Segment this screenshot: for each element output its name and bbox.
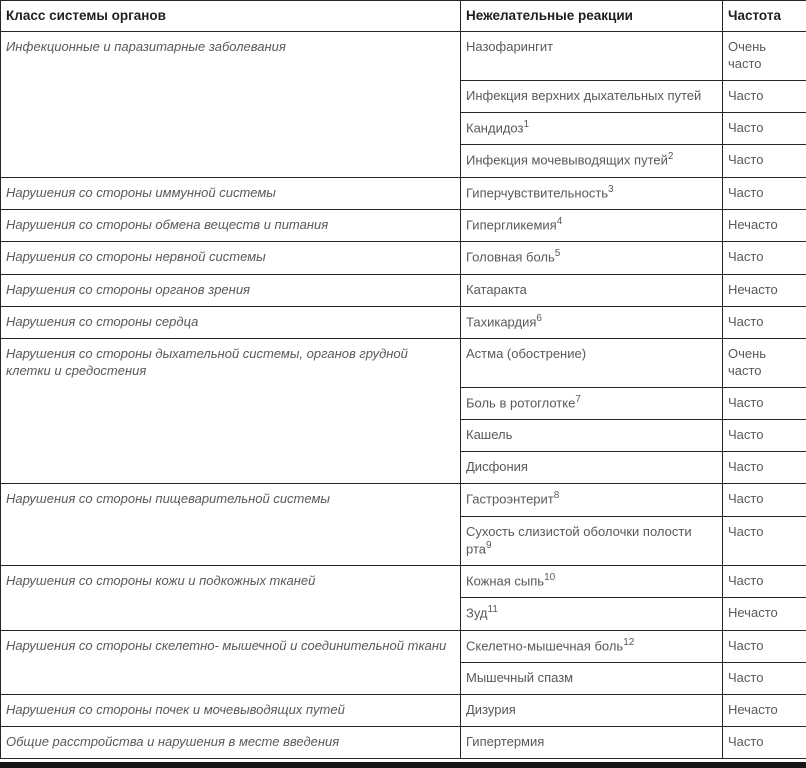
system-organ-class-cell: Нарушения со стороны скелетно- мышечной и соединительной ткани xyxy=(1,630,461,694)
footnote-ref: 7 xyxy=(575,394,581,405)
reaction-cell: Тахикардия$^6$ xyxy=(461,306,723,338)
table-row xyxy=(1,565,806,597)
frequency-cell: Часто xyxy=(723,306,806,338)
table-row xyxy=(1,306,806,338)
table-row xyxy=(1,274,806,306)
reaction-cell: Инфекция мочевыводящих путей$^2$ xyxy=(461,145,723,177)
footnote-ref: 10 xyxy=(544,572,555,583)
footnote-ref: 11 xyxy=(488,604,498,615)
frequency-cell: Очень часто xyxy=(723,338,806,387)
frequency-cell: Нечасто xyxy=(723,694,806,726)
reaction-cell: Гиперчувствительность$^3$ xyxy=(461,177,723,209)
frequency-cell: Часто xyxy=(723,726,806,758)
reaction-cell: Гипертермия xyxy=(461,726,723,758)
reaction-cell: Дизурия xyxy=(461,694,723,726)
header-row xyxy=(1,1,806,32)
frequency-cell: Часто xyxy=(723,452,806,484)
frequency-cell: Нечасто xyxy=(723,209,806,241)
frequency-cell: Часто xyxy=(723,113,806,145)
footnote-ref: 1 xyxy=(523,119,529,130)
reaction-cell: Сухость слизистой оболочки полости рта$^9$ xyxy=(461,516,723,565)
system-organ-class-cell: Инфекционные и паразитарные заболевания xyxy=(1,32,461,178)
system-organ-class-cell: Нарушения со стороны кожи и подкожных тканей xyxy=(1,565,461,630)
frequency-cell: Часто xyxy=(723,145,806,177)
reaction-cell: Астма (обострение) xyxy=(461,338,723,387)
cropped-next-row-edge xyxy=(0,762,806,768)
reaction-cell: Кандидоз$^1$ xyxy=(461,113,723,145)
system-organ-class-cell: Нарушения со стороны сердца xyxy=(1,306,461,338)
reaction-cell: Катаракта xyxy=(461,274,723,306)
reaction-cell: Гипергликемия$^4$ xyxy=(461,209,723,241)
reaction-cell: Инфекция верхних дыхательных путей xyxy=(461,81,723,113)
reactions-table-body xyxy=(1,32,806,759)
frequency-cell: Часто xyxy=(723,662,806,694)
table-row xyxy=(1,694,806,726)
table-row xyxy=(1,32,806,81)
reaction-cell: Зуд$^{11}$ xyxy=(461,598,723,630)
reaction-cell: Мышечный спазм xyxy=(461,662,723,694)
system-organ-class-cell: Нарушения со стороны обмена веществ и питания xyxy=(1,209,461,241)
frequency-cell: Нечасто xyxy=(723,274,806,306)
table-row xyxy=(1,209,806,241)
frequency-cell: Часто xyxy=(723,242,806,274)
system-organ-class-cell: Нарушения со стороны дыхательной системы, органов грудной клетки и средостения xyxy=(1,338,461,483)
system-organ-class-cell: Общие расстройства и нарушения в месте введения xyxy=(1,726,461,758)
footnote-ref: 6 xyxy=(536,313,542,324)
reaction-cell: Головная боль$^5$ xyxy=(461,242,723,274)
footnote-ref: 8 xyxy=(554,490,560,501)
reaction-cell: Кожная сыпь$^{10}$ xyxy=(461,565,723,597)
frequency-cell: Нечасто xyxy=(723,598,806,630)
table-row xyxy=(1,242,806,274)
footnote-ref: 12 xyxy=(623,637,634,648)
table-header xyxy=(1,1,806,32)
frequency-cell: Часто xyxy=(723,177,806,209)
frequency-cell: Часто xyxy=(723,420,806,452)
footnote-ref: 2 xyxy=(668,151,674,162)
footnote-ref: 3 xyxy=(608,184,614,195)
table-row xyxy=(1,484,806,516)
system-organ-class-cell: Нарушения со стороны иммунной системы xyxy=(1,177,461,209)
reaction-cell: Боль в ротоглотке$^7$ xyxy=(461,387,723,419)
header-frequency: Частота xyxy=(723,1,806,32)
footnote-ref: 4 xyxy=(557,216,563,227)
reaction-cell: Дисфония xyxy=(461,452,723,484)
frequency-cell: Часто xyxy=(723,387,806,419)
frequency-cell: Часто xyxy=(723,81,806,113)
frequency-cell: Очень часто xyxy=(723,32,806,81)
system-organ-class-cell: Нарушения со стороны почек и мочевыводящих путей xyxy=(1,694,461,726)
frequency-cell: Часто xyxy=(723,565,806,597)
system-organ-class-cell: Нарушения со стороны пищеварительной системы xyxy=(1,484,461,566)
reaction-cell: Назофарингит xyxy=(461,32,723,81)
reaction-cell: Кашель xyxy=(461,420,723,452)
header-system-organ-class: Класс системы органов xyxy=(1,1,461,32)
table-row xyxy=(1,726,806,758)
system-organ-class-cell: Нарушения со стороны нервной системы xyxy=(1,242,461,274)
table-row xyxy=(1,338,806,387)
table-row xyxy=(1,630,806,662)
frequency-cell: Часто xyxy=(723,630,806,662)
system-organ-class-cell: Нарушения со стороны органов зрения xyxy=(1,274,461,306)
reaction-cell: Скелетно-мышечная боль$^{12}$ xyxy=(461,630,723,662)
table-row xyxy=(1,177,806,209)
footnote-ref: 5 xyxy=(555,248,561,259)
header-adverse-reactions: Нежелательные реакции xyxy=(461,1,723,32)
frequency-cell: Часто xyxy=(723,516,806,565)
frequency-cell: Часто xyxy=(723,484,806,516)
footnote-ref: 9 xyxy=(486,540,492,551)
reaction-cell: Гастроэнтерит$^8$ xyxy=(461,484,723,516)
